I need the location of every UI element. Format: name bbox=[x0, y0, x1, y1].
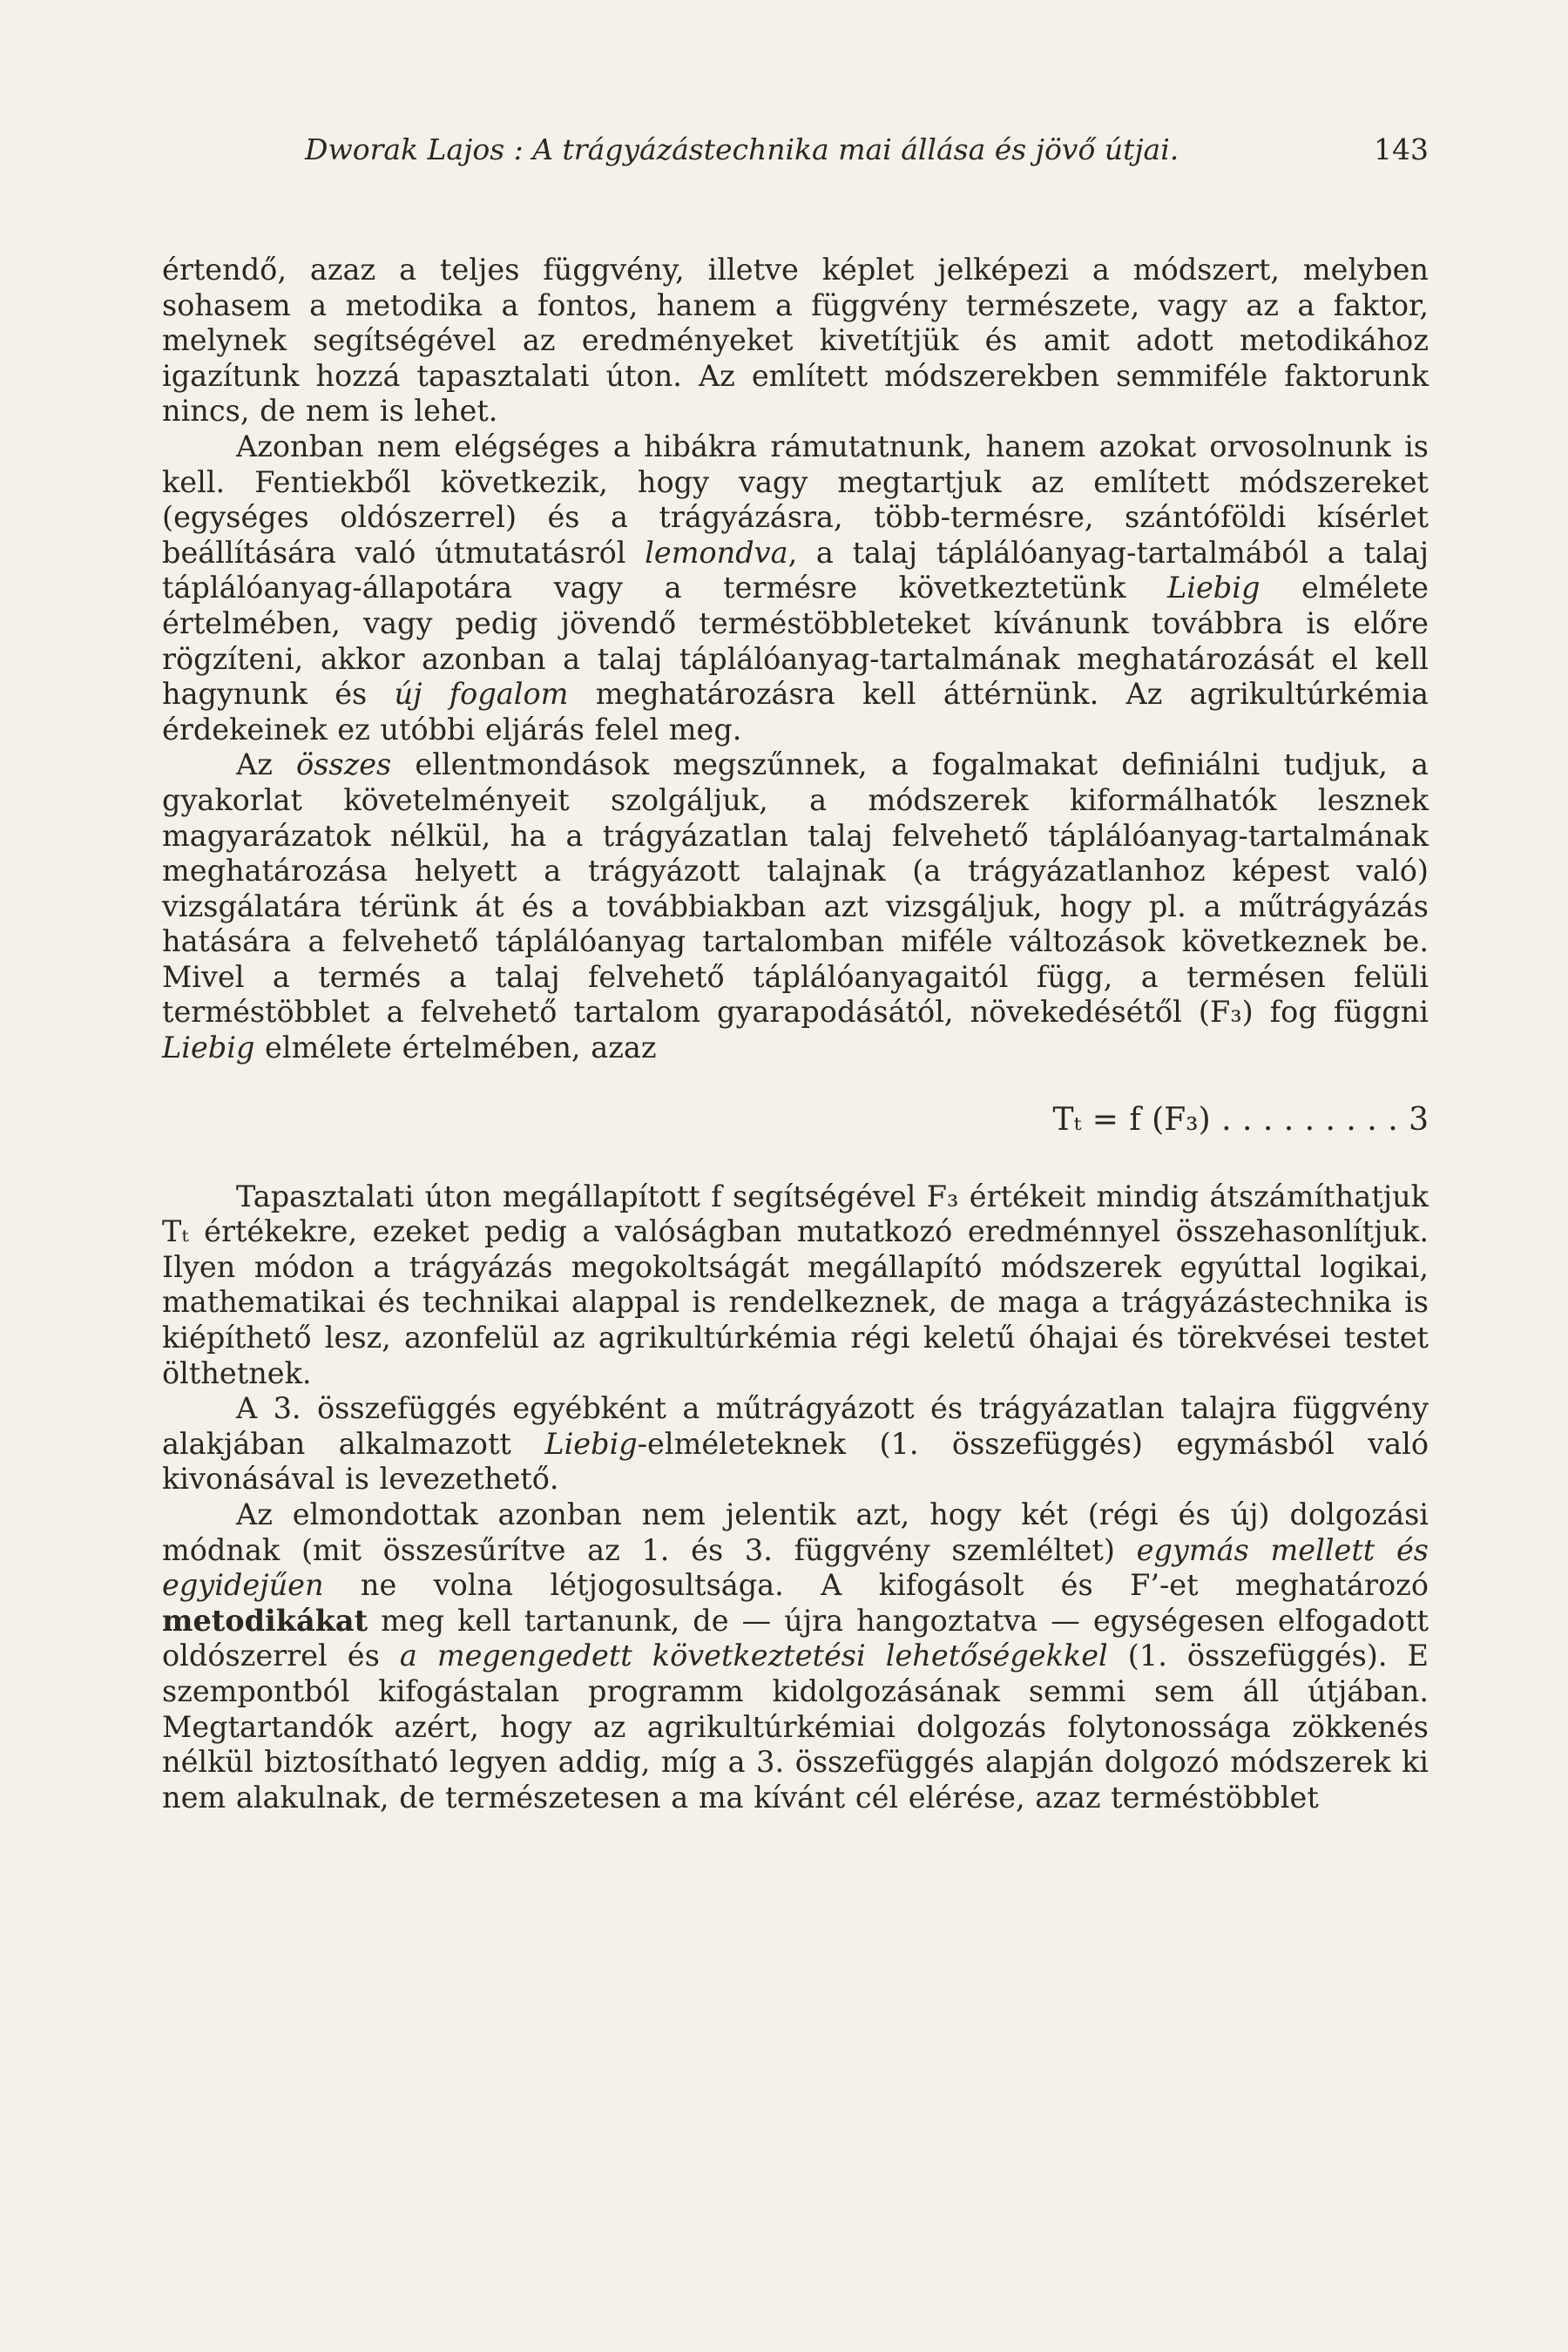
paragraph-text: elmélete értelmében, vagy pedig jövendő terméstöbbleteket kívánunk továbbra is előre rögzíteni, akkor azonban a talaj táplálóanyag-tartalmának meghatározását el kell hagynunk és bbox=[162, 571, 1429, 712]
paragraph-3 bbox=[162, 747, 1429, 1065]
paragraph-text: Tapasztalati úton megállapított f segítségével F₃ értékeit mindig átszámíthatjuk Tₜ értékekre, ezeket pedig a valóságban mutatkozó eredménnyel összehasonlítjuk. Ilyen módon a trágyázás megokoltságát megállapító módszerek egyúttal logikai, mathematikai és technikai alappal is rendelkeznek, de maga a trágyázástechnika is kiépíthető lesz, azonfelül az agrikultúrkémia régi keletű óhajai és törekvései testet ölthetnek. bbox=[162, 1179, 1429, 1390]
paragraph-text: Azonban nem elégséges a hibákra rámutatnunk, hanem azokat orvosolnunk is kell. Fentiekből következik, hogy vagy megtartjuk az említett módszereket (egységes oldószerrel) és a trágyázásra, több-termésre, szántóföldi kísérlet beállítására való útmutatásról bbox=[162, 429, 1429, 570]
emphasis: egymás mellett és egyidejűen bbox=[162, 1532, 1429, 1603]
paragraph-text: , a talaj táplálóanyag-tartalmából a talaj táplálóanyag-állapotára vagy a termésre következtetünk bbox=[162, 535, 1429, 605]
paragraph-4 bbox=[162, 1179, 1429, 1392]
bold-term: metodikákat bbox=[162, 1603, 368, 1638]
paragraph-text: fog függni bbox=[1253, 995, 1429, 1030]
emphasis: összes bbox=[296, 747, 392, 782]
paragraph-text: értendő, azaz a teljes függvény, illetve képlet jelképezi a módszert, melyben sohasem a metodika a fontos, hanem a függvény természete, vagy az a faktor, melynek segítségével az eredményeket kivetítjük és amit adott metodikához igazítunk hozzá tapasztalati úton. Az említett módszerekben semmiféle faktorunk nincs, de nem is lehet. bbox=[162, 253, 1429, 429]
paragraph-5 bbox=[162, 1391, 1429, 1497]
paragraph-text: elmélete értelmében, azaz bbox=[254, 1031, 657, 1065]
paragraph-text: (1. összefüggés). E szempontból kifogástalan programm kidolgozásának semmi sem áll útjában. Megtartandók azért, hogy az agrikultúrkémiai dolgozás folytonossága zökkenés nélkül biztosítható legyen addig, míg a 3. összefüggés alapján dolgozó módszerek ki nem alakulnak, de természetesen a ma kívánt cél elérése, azaz terméstöbblet bbox=[162, 1639, 1429, 1815]
paragraph-text: Az elmondottak azonban nem jelentik azt, hogy két (régi és új) dolgozási módnak (mit összesűrítve az 1. és 3. függvény szemléltet) bbox=[162, 1497, 1429, 1567]
paragraph-text: Az bbox=[236, 747, 297, 782]
running-title: Dworak Lajos : A trágyázástechnika mai állása és jövő útjai. bbox=[305, 132, 1179, 166]
running-header bbox=[305, 132, 1429, 178]
paragraph-1 bbox=[162, 253, 1429, 429]
paragraph-text: -elméleteknek (1. összefüggés) egymásból való kivonásával is levezethető. bbox=[162, 1426, 1429, 1497]
paragraph-text: ne volna létjogosultsága. A kifogásolt és F’-et meghatározó bbox=[323, 1568, 1429, 1603]
equation-3: Tₜ = f (F₃) . . . . . . . . . 3 bbox=[1052, 1101, 1429, 1138]
paragraph-text: meghatározásra kell áttérnünk. Az agrikultúrkémia érdekeinek ez utóbbi eljárás felel meg. bbox=[162, 677, 1429, 747]
emphasis: Liebig bbox=[162, 1031, 255, 1065]
paragraph-6 bbox=[162, 1497, 1429, 1815]
body-text bbox=[162, 253, 1429, 1815]
paragraph-text: ellentmondások megszűnnek, a fogalmakat definiálni tudjuk, a gyakorlat követelményeit szolgáljuk, a módszerek kiformálhatók lesznek magyarázatok nélkül, ha a trágyázatlan talaj felvehető táplálóanyag-tartalmának meghatározása helyett a trágyázott talajnak (a trágyázatlanhoz képest való) vizsgálatára térünk át és a továbbiakban azt vizsgáljuk, hogy pl. a műtrágyázás hatására a felvehető táplálóanyag tartalomban miféle változások következnek be. Mivel a termés a talaj felvehető táplálóanyagaitól függ, a termésen felüli terméstöbblet a felvehető tartalom gyarapodásától, növekedésétől bbox=[162, 747, 1429, 1030]
paragraph-2 bbox=[162, 429, 1429, 747]
page-number: 143 bbox=[1374, 132, 1429, 166]
emphasis: a megengedett következtetési lehetőségekkel bbox=[399, 1639, 1108, 1673]
inline-symbol: (F₃) bbox=[1198, 995, 1254, 1030]
paragraph-text: meg kell tartanunk, de — újra hangoztatva — egységesen elfogadott oldószerrel és bbox=[162, 1603, 1429, 1673]
emphasis: Liebig bbox=[544, 1426, 638, 1461]
emphasis: Liebig bbox=[1167, 571, 1260, 605]
paragraph-text: A 3. összefüggés egyébként a műtrágyázott és trágyázatlan talajra függvény alakjában alkalmazott bbox=[162, 1391, 1429, 1461]
emphasis: lemondva bbox=[645, 535, 788, 570]
emphasis: új fogalom bbox=[394, 677, 569, 712]
